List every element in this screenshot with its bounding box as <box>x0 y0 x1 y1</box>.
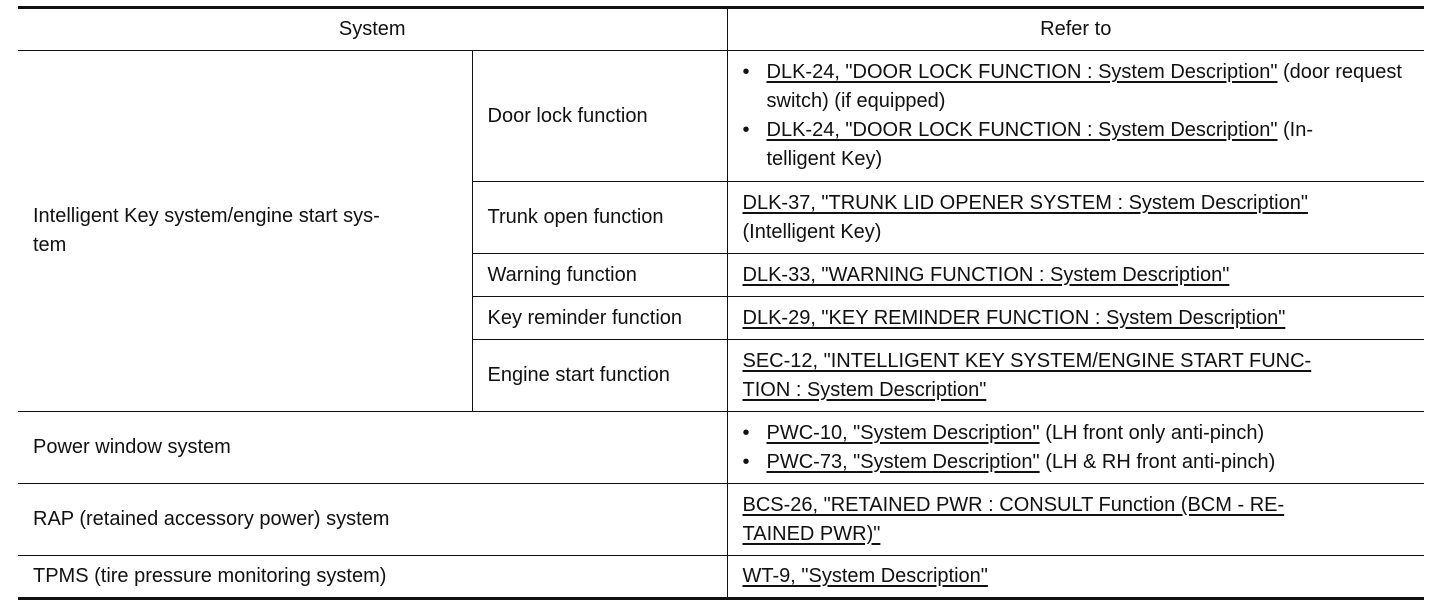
ref-link-dlk-29[interactable]: DLK-29, "KEY REMINDER FUNCTION : System Description" <box>742 306 1286 329</box>
refer-door-lock <box>727 51 1424 182</box>
refer-rap <box>727 484 1424 556</box>
function-trunk-open: Trunk open function <box>472 182 727 254</box>
reference-table <box>18 6 1424 600</box>
ref-note: (Intelligent Key) <box>742 220 882 243</box>
ref-link-dlk-24[interactable]: DLK-24, "DOOR LOCK FUNCTION : System Description" <box>766 61 1278 83</box>
function-warning: Warning function <box>472 254 727 297</box>
bullet-list <box>743 58 1413 174</box>
system-intelligent-key <box>18 51 472 412</box>
ref-link-dlk-33[interactable]: DLK-33, "WARNING FUNCTION : System Description" <box>742 263 1230 286</box>
refer-engine-start <box>727 340 1424 412</box>
table-row <box>18 51 1424 182</box>
list-item <box>743 419 1413 448</box>
ref-note: (In- telligent Key) <box>766 119 1314 170</box>
system-label: Intelligent Key system/engine start sys- tem <box>33 205 380 256</box>
list-item <box>743 58 1413 116</box>
refer-key-reminder <box>727 297 1424 340</box>
refer-warning <box>727 254 1424 297</box>
table-row <box>18 412 1424 484</box>
ref-link-bcs-26[interactable]: BCS-26, "RETAINED PWR : CONSULT Function (BCM - RE- TAINED PWR)" <box>742 493 1285 545</box>
ref-note: (LH & RH front anti-pinch) <box>1039 450 1276 473</box>
refer-tpms <box>727 556 1424 599</box>
refer-power-window <box>727 412 1424 484</box>
ref-link-dlk-24[interactable]: DLK-24, "DOOR LOCK FUNCTION : System Description" <box>766 119 1278 141</box>
ref-link-sec-12[interactable]: SEC-12, "INTELLIGENT KEY SYSTEM/ENGINE START FUNC- TION : System Description" <box>742 349 1312 401</box>
ref-link-pwc-73[interactable]: PWC-73, "System Description" <box>766 450 1040 473</box>
function-door-lock: Door lock function <box>472 51 727 182</box>
ref-link-pwc-10[interactable]: PWC-10, "System Description" <box>766 421 1040 444</box>
header-refer-to: Refer to <box>727 8 1424 51</box>
table-row <box>18 556 1424 599</box>
header-row <box>18 8 1424 51</box>
list-item <box>743 448 1413 477</box>
table-row <box>18 484 1424 556</box>
header-system: System <box>18 8 727 51</box>
system-power-window: Power window system <box>18 412 727 484</box>
system-tpms: TPMS (tire pressure monitoring system) <box>18 556 727 599</box>
ref-link-dlk-37[interactable]: DLK-37, "TRUNK LID OPENER SYSTEM : System Description" <box>742 191 1308 214</box>
ref-note: (door request switch) (if equipped) <box>766 61 1402 112</box>
function-engine-start: Engine start function <box>472 340 727 412</box>
function-key-reminder: Key reminder function <box>472 297 727 340</box>
system-rap: RAP (retained accessory power) system <box>18 484 727 556</box>
ref-note: (LH front only anti-pinch) <box>1039 421 1265 444</box>
refer-trunk-open <box>727 182 1424 254</box>
bullet-list <box>743 419 1413 477</box>
list-item <box>743 116 1413 174</box>
ref-link-wt-9[interactable]: WT-9, "System Description" <box>742 565 988 587</box>
